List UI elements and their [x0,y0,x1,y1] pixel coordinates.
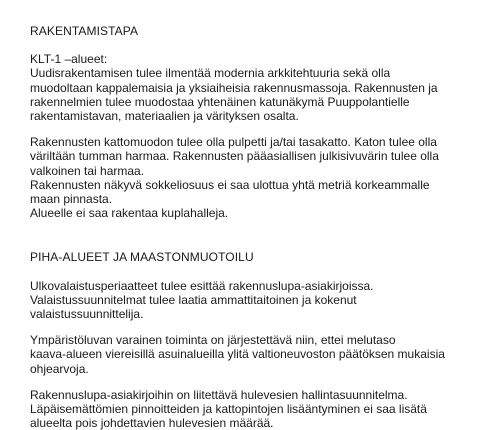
paragraph-bubble-halls: Alueelle ei saa rakentaa kuplahalleja. [30,206,229,221]
paragraph-plinth: Rakennusten näkyvä sokkeliosuus ei saa ulottua yhtä metriä korkeammalle maan pinnasta. [30,177,430,207]
paragraph-roof: Rakennusten kattomuodon tulee olla pulpetti ja/tai tasakatto. Katon tulee olla väriltään tumman harmaa. Rakennusten pääasiallisen julkisivuvärin tulee olla valkoinen tai harmaa. [30,135,439,178]
section-heading-piha-alueet: PIHA-ALUEET JA MAASTONMUOTOILU [30,250,254,265]
paragraph-noise: Ympäristöluvan varainen toiminta on järjestettävä niin, ettei melutaso kaava-alueen viereisillä asuinalueilla ylitä valtioneuvoston päätöksen mukaisia ohjearvoja. [30,333,445,376]
paragraph-stormwater: Rakennuslupa-asiakirjoihin on liitettävä hulevesien hallintasuunnitelma. Läpäisemättömien pinnoitteiden ja kattopintojen lisääntyminen ei saa lisätä alueelta pois johdettavien hulevesien määrää. [30,387,427,430]
zone-subheading: KLT-1 –alueet: [30,52,108,67]
section-heading-rakentamistapa: RAKENTAMISTAPA [30,24,139,38]
paragraph-architecture: Uudisrakentamisen tulee ilmentää modernia arkkitehtuuria sekä olla muodoltaan kappalemaisia ja yksiaiheisia rakennusmassoja. Rakennusten ja rakennelmien tulee muodostaa yhtenäinen katunäkymä Puuppolantielle rakentamistavan, materiaalien ja värityksen osalta. [30,66,438,124]
paragraph-lighting: Ulkovalaistusperiaatteet tulee esittää rakennuslupa-asiakirjoissa. Valaistussuunnitelmat tulee laatia ammattitaitoinen ja kokenut valaistussuunnittelija. [30,278,374,322]
